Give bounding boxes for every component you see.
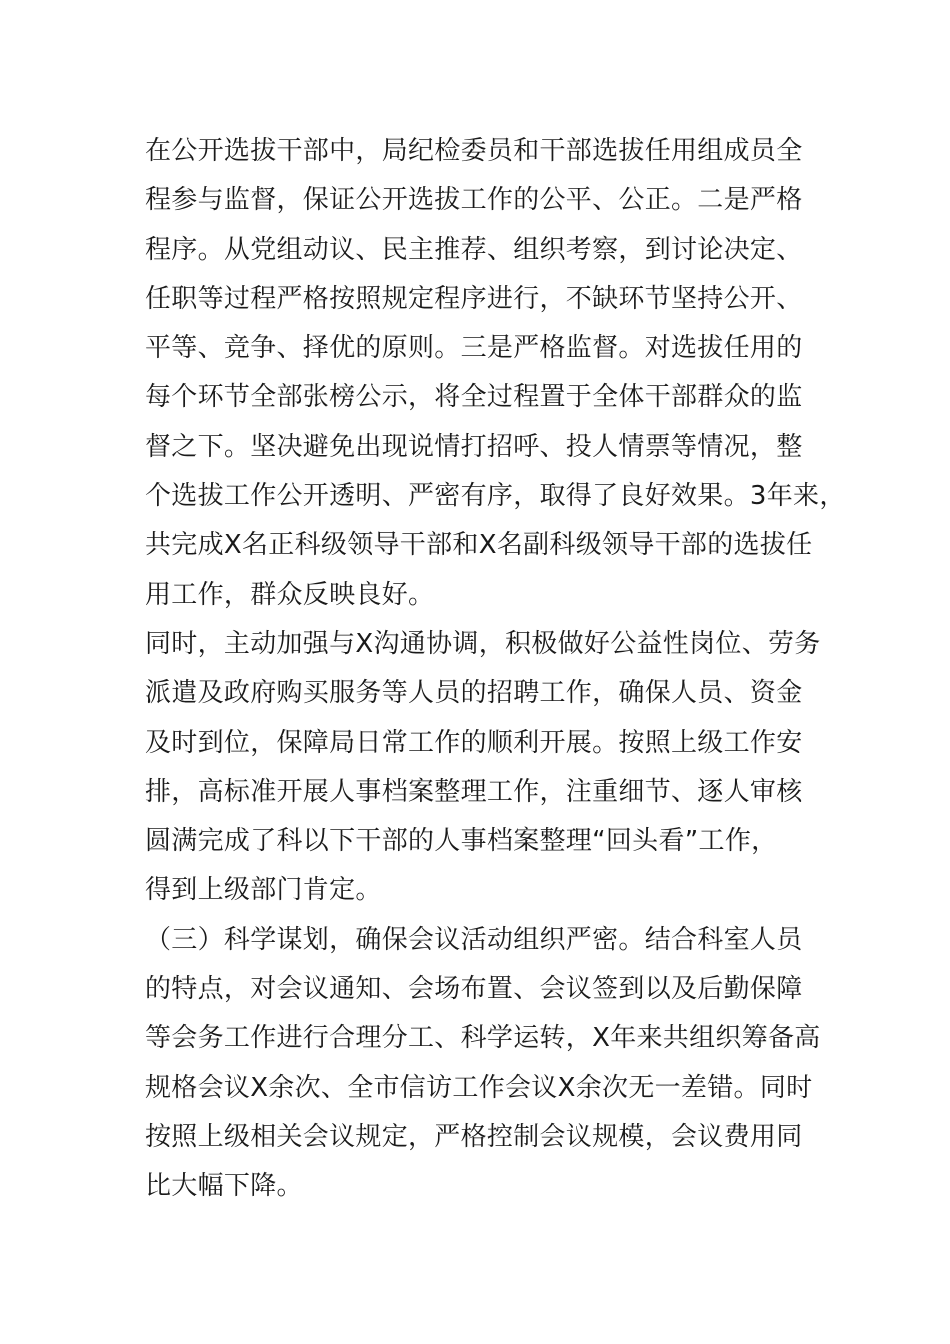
text-line: 派遣及政府购买服务等人员的招聘工作，确保人员、资金 xyxy=(145,678,803,709)
text-line: 个选拔工作公开透明、严密有序，取得了良好效果。3年来， xyxy=(145,481,846,512)
text-line: 圆满完成了科以下干部的人事档案整理“回头看”工作， xyxy=(145,826,778,857)
text-line: 在公开选拔干部中，局纪检委员和干部选拔任用组成员全 xyxy=(145,136,803,166)
document-body xyxy=(145,127,845,1212)
text-line: 等会务工作进行合理分工、科学运转，X年来共组织筹备高 xyxy=(145,1023,821,1054)
text-line: 比大幅下降。 xyxy=(145,1171,303,1202)
text-line: 任职等过程严格按照规定程序进行，不缺环节坚持公开、 xyxy=(145,283,803,314)
text-line: 排，高标准开展人事档案整理工作，注重细节、逐人审核 xyxy=(145,776,803,807)
text-line: 每个环节全部张榜公示，将全过程置于全体干部群众的监 xyxy=(145,382,803,413)
text-line: 得到上级部门肯定。 xyxy=(145,875,382,906)
text-line: 用工作，群众反映良好。 xyxy=(145,579,435,610)
paragraph-start-line: 同时，主动加强与X沟通协调，积极做好公益性岗位、劳务 xyxy=(145,628,821,659)
text-line: 督之下。坚决避免出现说情打招呼、投人情票等情况，整 xyxy=(145,431,803,462)
text-line: 程序。从党组动议、民主推荐、组织考察，到讨论决定、 xyxy=(145,234,803,265)
text-line: 按照上级相关会议规定，严格控制会议规模，会议费用同 xyxy=(145,1121,803,1152)
text-line: 规格会议X余次、全市信访工作会议X余次无一差错。同时 xyxy=(145,1072,813,1103)
text-line: 的特点，对会议通知、会场布置、会议签到以及后勤保障 xyxy=(145,974,803,1005)
text-line: 及时到位，保障局日常工作的顺利开展。按照上级工作安 xyxy=(145,727,803,758)
section-heading-line: （三）科学谋划，确保会议活动组织严密。结合科室人员 xyxy=(145,924,803,955)
text-line: 平等、竞争、择优的原则。三是严格监督。对选拔任用的 xyxy=(145,333,803,364)
text-line: 共完成X名正科级领导干部和X名副科级领导干部的选拔任 xyxy=(145,530,813,561)
text-line: 程参与监督，保证公开选拔工作的公平、公正。二是严格 xyxy=(145,185,803,216)
